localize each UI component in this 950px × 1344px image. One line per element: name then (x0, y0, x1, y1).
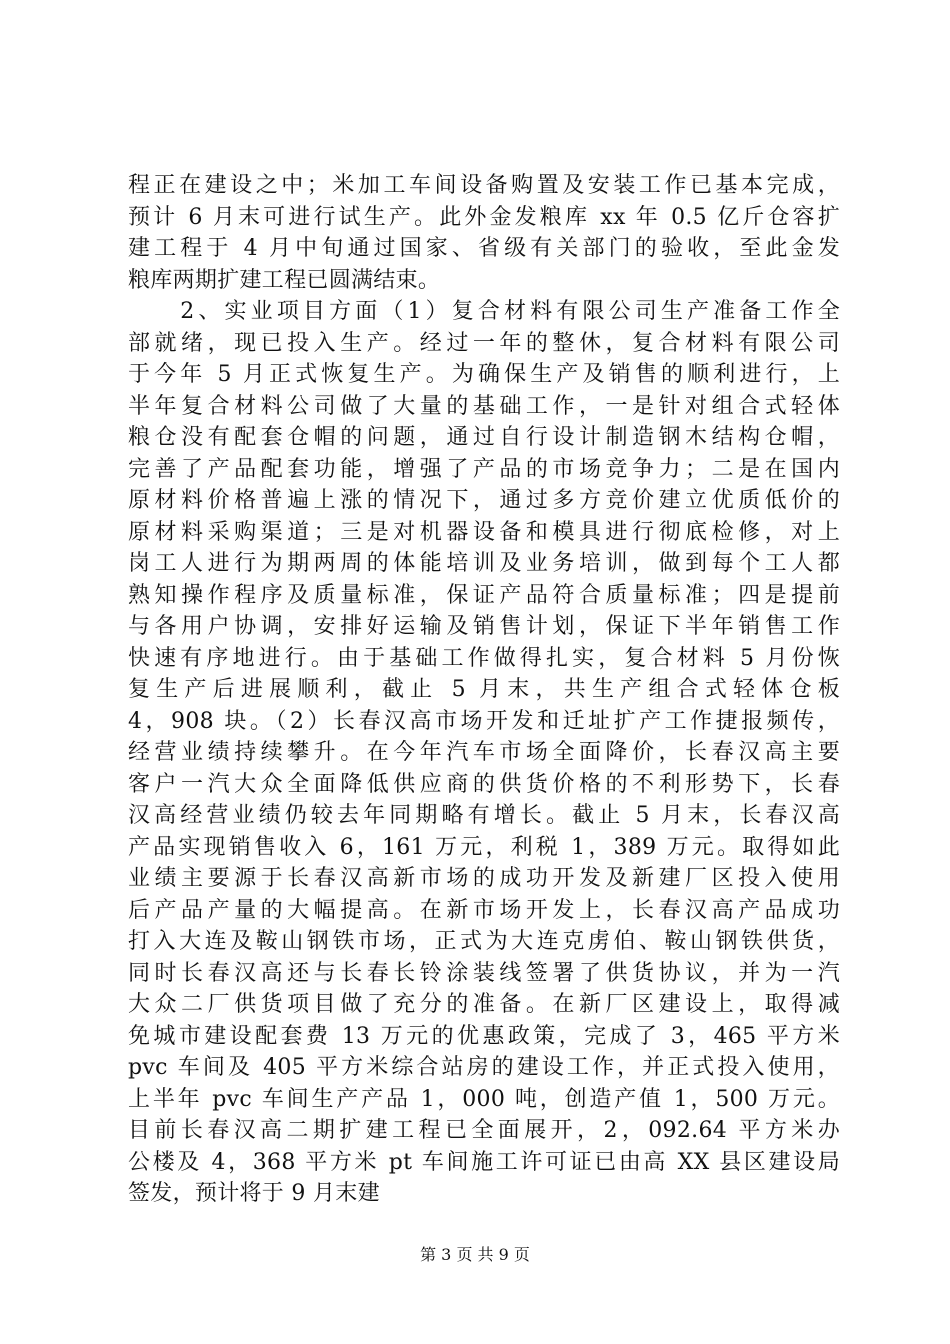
text-line: 预计 6 月末可进行试生产。此外金发粮库 xx 年 0.5 亿斤仓容扩 (128, 204, 840, 230)
text-line: 签发，预计将于 9 月末建 (128, 1181, 380, 1206)
text-line: pvc 车间及 405 平方米综合站房的建设工作，并正式投入使用， (128, 1055, 840, 1080)
text-line: 免城市建设配套费 13 万元的优惠政策，完成了 3，465 平方米 (128, 1023, 840, 1049)
text-line: 目前长春汉高二期扩建工程已全面展开，2，092.64 平方米办 (128, 1118, 840, 1143)
text-line: 于今年 5 月正式恢复生产。为确保生产及销售的顺利进行，上 (128, 362, 840, 387)
text-line: 建工程于 4 月中旬通过国家、省级有关部门的验收，至此金发 (128, 236, 840, 261)
text-line: 公楼及 4，368 平方米 pt 车间施工许可证已由高 XX 县区建设局 (128, 1149, 840, 1175)
text-line: 大众二厂供货项目做了充分的准备。在新厂区建设上，取得减 (128, 992, 840, 1017)
text-line: 汉高经营业绩仍较去年同期略有增长。截止 5 月末，长春汉高 (128, 803, 840, 828)
text-line: 粮仓没有配套仓帽的问题，通过自行设计制造钢木结构仓帽， (128, 425, 840, 450)
text-line: 原材料价格普遍上涨的情况下，通过多方竞价建立优质低价的 (128, 488, 840, 513)
text-line: 业绩主要源于长春汉高新市场的成功开发及新建厂区投入使用 (128, 866, 840, 891)
body-text (128, 170, 840, 1210)
text-line: 客户一汽大众全面降低供应商的供货价格的不利形势下，长春 (128, 771, 840, 797)
text-line: 完善了产品配套功能，增强了产品的市场竞争力；二是在国内 (128, 456, 840, 482)
text-line: 与各用户协调，安排好运输及销售计划，保证下半年销售工作 (128, 614, 840, 639)
text-line: 2、实业项目方面（1）复合材料有限公司生产准备工作全 (128, 299, 840, 324)
text-line: 原材料采购渠道；三是对机器设备和模具进行彻底检修，对上 (128, 519, 840, 545)
text-line: 部就绪，现已投入生产。经过一年的整休，复合材料有限公司 (128, 330, 840, 356)
text-line: 上半年 pvc 车间生产产品 1，000 吨，创造产值 1，500 万元。 (128, 1086, 840, 1112)
text-line: 半年复合材料公司做了大量的基础工作，一是针对组合式轻体 (128, 393, 840, 419)
text-line: 后产品产量的大幅提高。在新市场开发上，长春汉高产品成功 (128, 897, 840, 923)
text-line: 同时长春汉高还与长春长铃涂装线签署了供货协议，并为一汽 (128, 960, 840, 986)
text-line: 经营业绩持续攀升。在今年汽车市场全面降价，长春汉高主要 (128, 740, 840, 765)
text-line: 岗工人进行为期两周的体能培训及业务培训，做到每个工人都 (128, 551, 840, 576)
text-line: 程正在建设之中；米加工车间设备购置及安装工作已基本完成， (128, 173, 840, 198)
page-number-label: 第 3 页 共 9 页 (420, 1245, 530, 1264)
text-line: 复生产后进展顺利，截止 5 月末，共生产组合式轻体仓板 (128, 677, 840, 702)
text-line: 熟知操作程序及质量标准，保证产品符合质量标准；四是提前 (128, 582, 840, 608)
text-line: 快速有序地进行。由于基础工作做得扎实，复合材料 5 月份恢 (128, 645, 840, 671)
text-line: 4，908 块。（2）长春汉高市场开发和迁址扩产工作捷报频传， (128, 708, 840, 734)
page-footer (0, 1245, 950, 1265)
text-line: 打入大连及鞍山钢铁市场，正式为大连克虏伯、鞍山钢铁供货， (128, 929, 840, 954)
text-line: 产品实现销售收入 6，161 万元，利税 1，389 万元。取得如此 (128, 834, 840, 860)
text-line: 粮库两期扩建工程已圆满结束。 (128, 267, 441, 293)
